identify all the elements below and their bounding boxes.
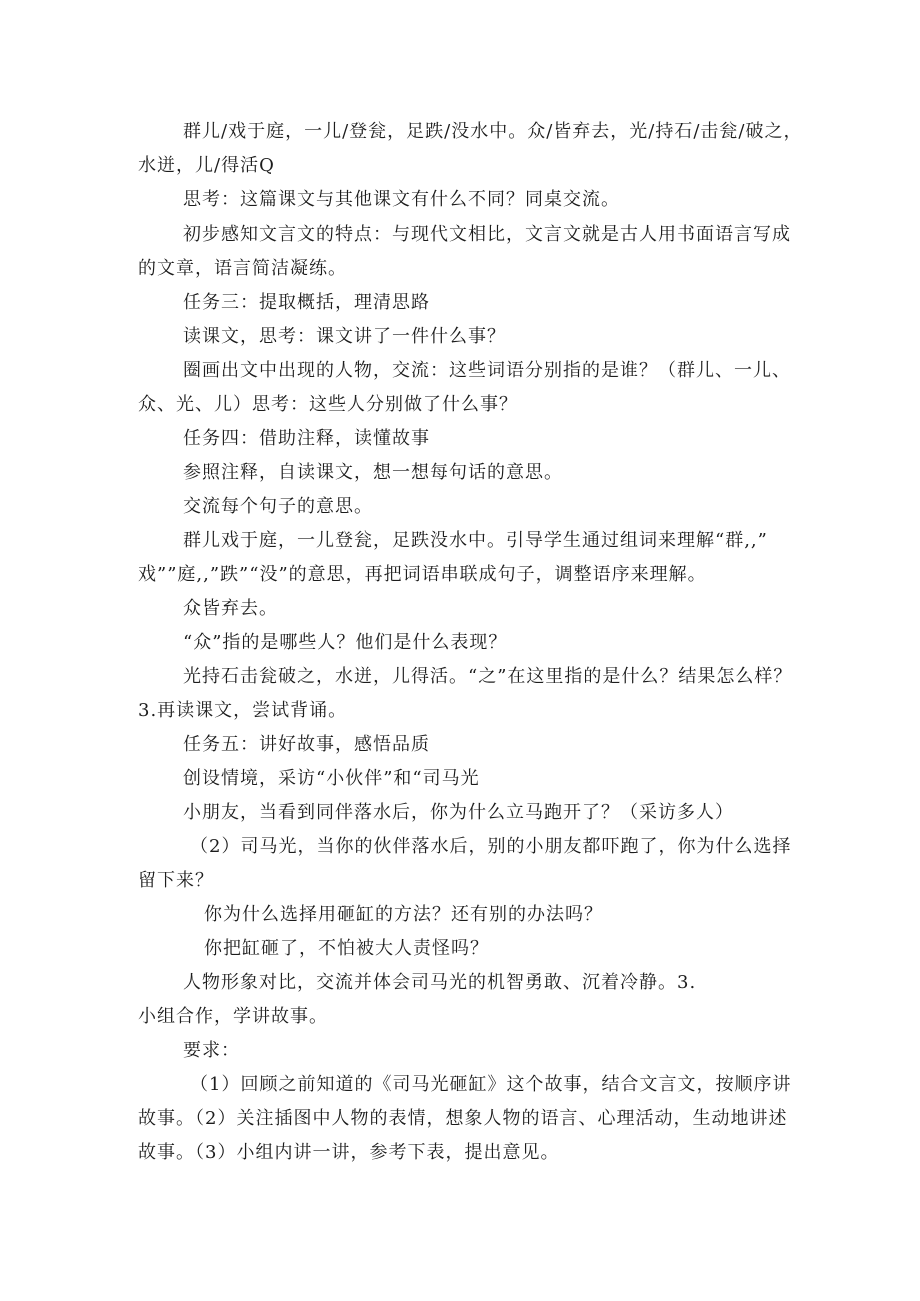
text-line: 你为什么选择用砸缸的方法？还有别的办法吗？ [204, 904, 603, 925]
text-line: 水迸，儿/得活Q [138, 155, 275, 176]
text-line: 众皆弃去。 [183, 598, 278, 619]
text-line: 的文章，语言简洁凝练。 [138, 258, 347, 279]
text-line: （2）司马光，当你的伙伴落水后，别的小朋友都吓跑了，你为什么选择 [190, 836, 792, 857]
text-line: 小朋友，当看到同伴落水后，你为什么立马跑开了？（采访多人） [183, 802, 734, 823]
text-line: 要求： [183, 1040, 240, 1061]
text-line: 你把缸砸了，不怕被大人责怪吗？ [204, 938, 489, 959]
text-line: 群儿/戏于庭，一儿/登瓮，足跌/没水中。众/皆弃去，光/持石/击瓮/破之， [183, 121, 803, 142]
text-line: 戏””庭,,”跌”“没”的意思，再把词语串联成句子，调整语序来理解。 [138, 564, 707, 585]
text-line: 圈画出文中出现的人物，交流：这些词语分别指的是谁？（群儿、一儿、 [183, 360, 791, 381]
section-heading: 任务五：讲好故事，感悟品质 [183, 734, 430, 755]
text-line: 众、光、儿）思考：这些人分别做了什么事？ [138, 394, 518, 415]
section-heading: 任务四：借助注释，读懂故事 [183, 428, 430, 449]
text-line: 故事。（2）关注插图中人物的表情，想象人物的语言、心理活动，生动地讲述 [138, 1108, 788, 1129]
text-line: 3.再读课文，尝试背诵。 [138, 700, 348, 721]
text-line: 初步感知文言文的特点：与现代文相比，文言文就是古人用书面语言写成 [183, 224, 791, 245]
text-line: “众”指的是哪些人？他们是什么表现？ [183, 632, 508, 653]
text-line: 参照注释，自读课文，想一想每句话的意思。 [183, 462, 563, 483]
text-line: 光持石击瓮破之，水迸，儿得活。“之”在这里指的是什么？结果怎么样？ [183, 666, 793, 687]
text-line: 故事。（3）小组内讲一讲，参考下表，提出意见。 [138, 1142, 560, 1163]
text-line: 思考：这篇课文与其他课文有什么不同？同桌交流。 [183, 189, 620, 210]
text-line: 人物形象对比，交流并体会司马光的机智勇敢、沉着冷静。3. [183, 972, 697, 993]
text-line: 读课文，思考：课文讲了一件什么事？ [183, 326, 506, 347]
text-line: 留下来？ [138, 870, 214, 891]
text-line: （1）回顾之前知道的《司马光砸缸》这个故事，结合文言文，按顺序讲 [190, 1074, 792, 1095]
text-line: 小组合作，学讲故事。 [138, 1006, 328, 1027]
section-heading: 任务三：提取概括，理清思路 [183, 292, 430, 313]
text-line: 创设情境，采访“小伙伴”和“司马光 [183, 768, 480, 789]
text-line: 交流每个句子的意思。 [183, 496, 373, 517]
text-line: 群儿戏于庭，一儿登瓮，足跌没水中。引导学生通过组词来理解“群,,” [183, 530, 768, 551]
